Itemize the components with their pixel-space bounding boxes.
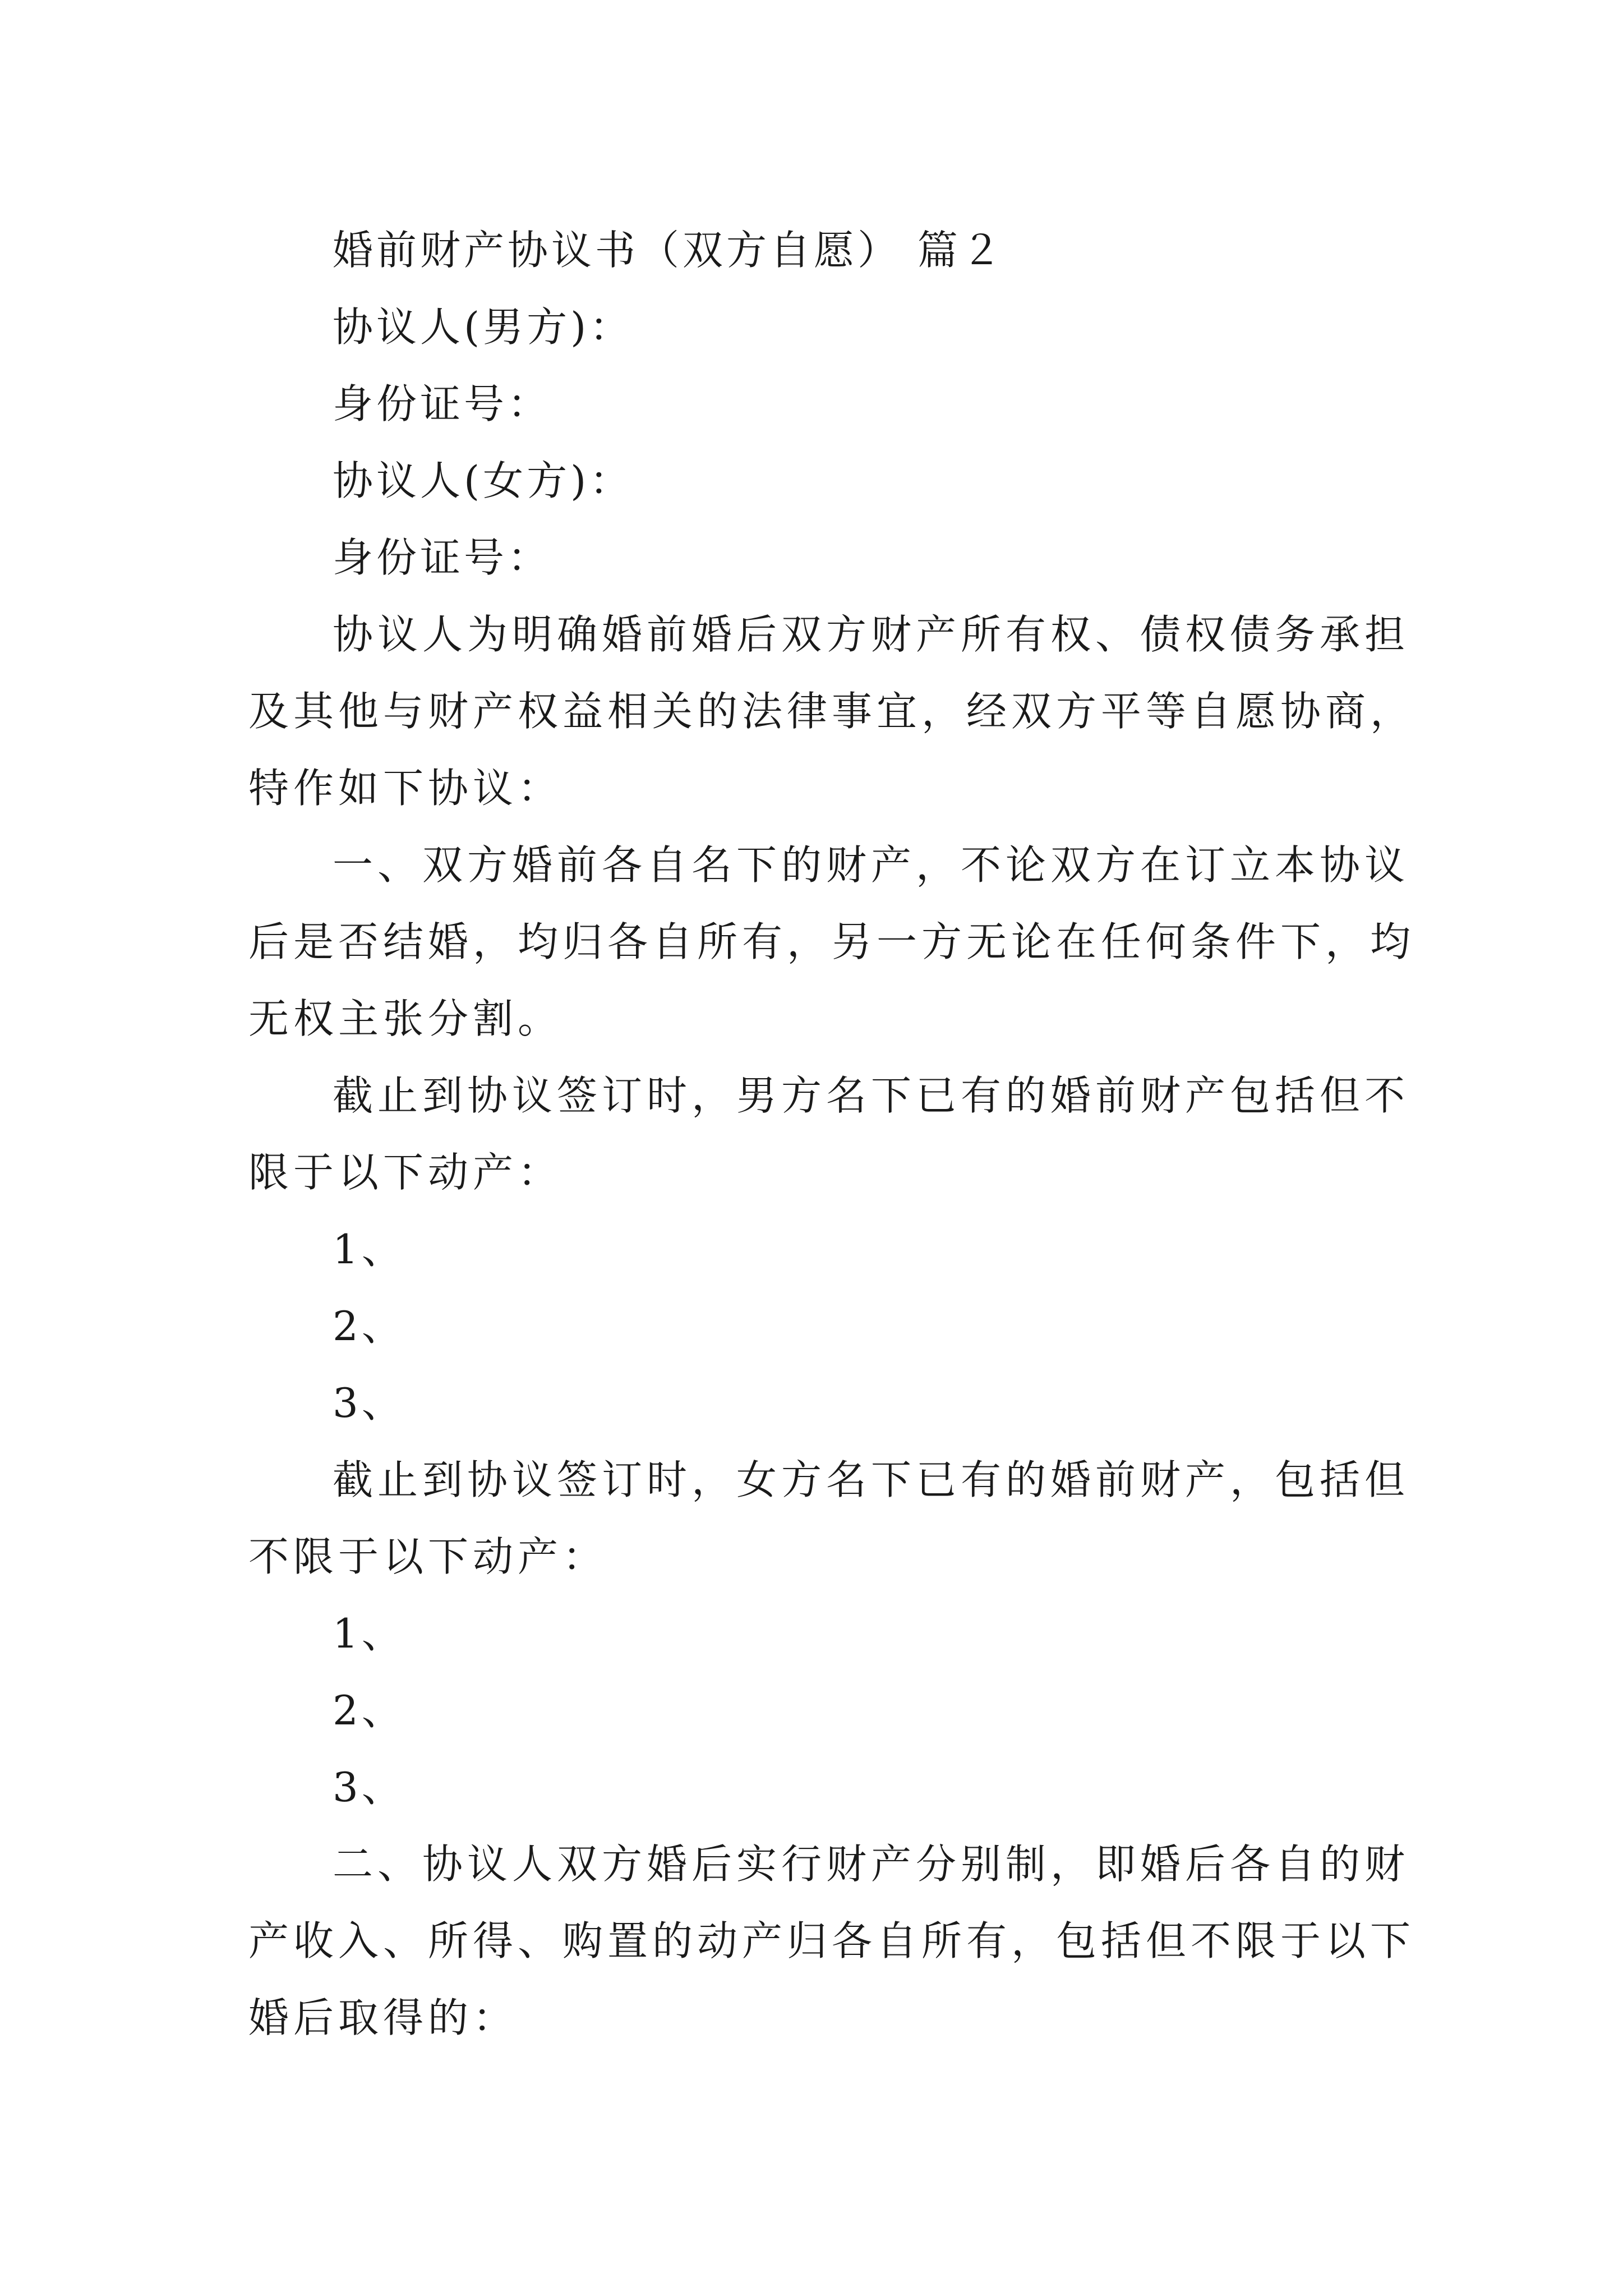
field-female-party: 协议人(女方)：: [333, 457, 634, 504]
paragraph-line: 限于以下动产：: [248, 1149, 563, 1196]
female-asset-list: [248, 1595, 1387, 1826]
field-female-id: 身份证号：: [333, 534, 552, 581]
list-item: 3、: [333, 1379, 405, 1427]
document-title: 婚前财产协议书（双方自愿） 篇２: [333, 227, 1005, 274]
paragraph-clause-2: [248, 1826, 1415, 2056]
field-male-party: 协议人(男方)：: [333, 303, 634, 351]
paragraph-line: 婚后取得的：: [248, 1994, 518, 2041]
field-male-id: 身份证号：: [333, 380, 552, 427]
paragraph-clause-1: [248, 827, 1415, 1057]
list-item: 2、: [333, 1303, 405, 1350]
list-item: 2、: [333, 1687, 405, 1734]
paragraph-male-assets: [248, 1057, 1410, 1211]
paragraph-preamble: [248, 596, 1415, 827]
paragraph-line: 一、双方婚前各自名下的财产，不论双方在订立本协议: [333, 841, 1410, 889]
list-item: 1、: [333, 1226, 405, 1273]
paragraph-line: 不限于以下动产：: [248, 1533, 608, 1580]
paragraph-female-assets: [248, 1442, 1410, 1595]
list-item: 3、: [333, 1764, 405, 1811]
paragraph-line: 产收入、所得、购置的动产归各自所有，包括但不限于以下: [248, 1917, 1415, 1964]
male-asset-list: [248, 1211, 1387, 1442]
paragraph-line: 后是否结婚，均归各自所有，另一方无论在任何条件下，均: [248, 918, 1415, 965]
paragraph-line: 及其他与财产权益相关的法律事宜，经双方平等自愿协商，: [248, 688, 1415, 735]
list-item: 1、: [333, 1610, 405, 1657]
paragraph-line: 截止到协议签订时，女方名下已有的婚前财产，包括但: [333, 1456, 1410, 1503]
paragraph-line: 无权主张分割。: [248, 995, 563, 1042]
paragraph-line: 协议人为明确婚前婚后双方财产所有权、债权债务承担: [333, 611, 1410, 658]
paragraph-line: 二、协议人双方婚后实行财产分别制，即婚后各自的财: [333, 1841, 1410, 1888]
paragraph-line: 特作如下协议：: [248, 765, 563, 812]
document-body: [248, 212, 1415, 2056]
paragraph-line: 截止到协议签订时，男方名下已有的婚前财产包括但不: [333, 1072, 1410, 1119]
